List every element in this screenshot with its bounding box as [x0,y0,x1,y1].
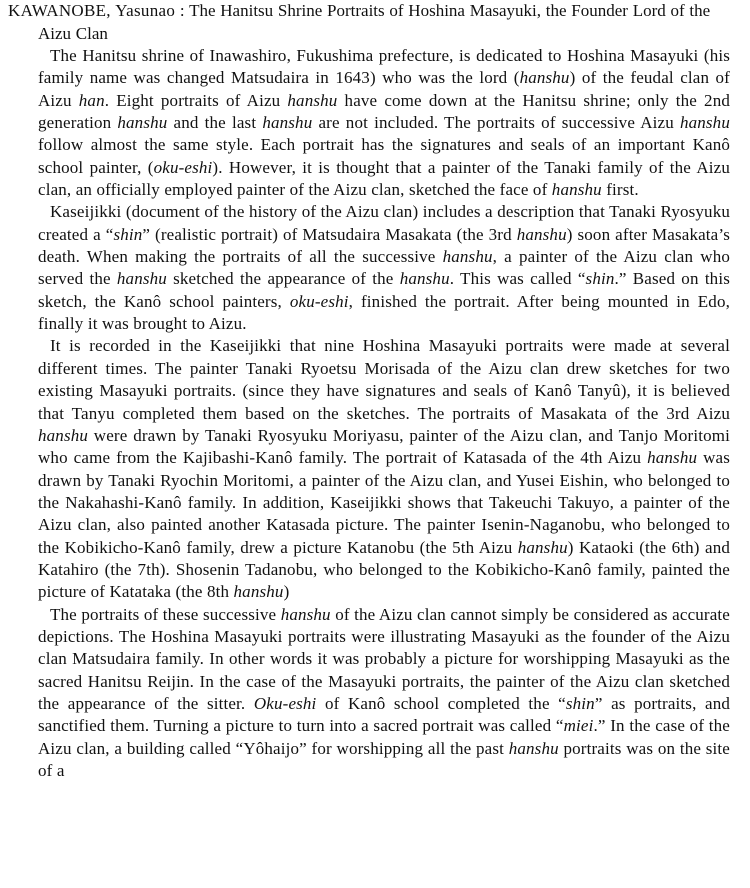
article-heading [8,0,730,45]
text-run: sketched the appearance of the [166,269,400,289]
text-run: ) of the feudal clan of Aizu [38,68,730,110]
italic-term: hanshu [516,224,567,244]
italic-term: hanshu [399,269,450,289]
text-run: was drawn by Tanaki Ryochin Moritomi, a painter of the Aizu clan, and Yusei Eishin, who belonged to the Nakahashi-Kanô family. In addition, Kaseijikki shows that Takeuchi Takuyo, a painter of the Aizu clan, also painted another Katasada picture. The painter Isenin-Naganobu, who belonged to the Kobikicho-Kanô family, drew a picture Katanobu (the 5th Aizu [38,448,730,557]
italic-term: han [78,90,105,110]
text-run: portraits was on the site of a [38,738,730,780]
text-run: Kaseijikki (document of the history of the Aizu clan) includes a description that Tanaki Ryosyuku created a “ [38,202,730,244]
italic-term: hanshu [116,269,167,289]
text-run: of the Aizu clan cannot simply be considered as accurate depictions. The Hoshina Masayuki portraits were illustrating Masayuki as the founder of the Aizu clan Matsudaira family. In other words it was probably a picture for worshipping Masayuki as the sacred Hanitsu Reijin. In the case of the Masayuki portraits, the painter of the Aizu clan sketched the appearance of the sitter. [38,604,730,713]
text-run: ) [283,582,290,602]
italic-term: hanshu [442,247,493,267]
italic-term: oku-eshi [153,157,213,177]
body-paragraph [38,201,730,335]
italic-term: hanshu [117,113,168,133]
italic-term: shin [113,224,143,244]
text-run: ) soon after Masakata’s death. When making the portraits of all the successive [38,224,731,267]
heading-separator: : [175,1,190,20]
italic-term: Oku-eshi [253,693,317,713]
text-run: It is recorded in the Kaseijikki that nine Hoshina Masayuki portraits were made at several different times. The painter Tanaki Ryoetsu Morisada of the Aizu clan drew sketches for two existing Masayuki portraits. (since they have signatures and seals of Kanô Tanyû), it is believed that Tanyu completed them based on the sketches. The portraits of Masakata of the 3rd Aizu [38,336,730,423]
italic-term: oku-eshi [289,291,349,311]
text-run: of Kanô school completed the “ [316,693,566,713]
text-run: , a painter of the Aizu clan who served the [38,247,731,289]
text-run: have come down at the Hanitsu shrine; only the 2nd generation [38,90,731,133]
italic-term: hanshu [233,582,284,602]
text-run: were drawn by Tanaki Ryosyuku Moriyasu, painter of the Aizu clan, and Tanjo Moritomi who came from the Kajibashi-Kanô family. The portrait of Katasada of the 4th Aizu [38,425,730,468]
text-run: .” In the case of the Aizu clan, a building called “Yôhaijo” for worshipping all the past [38,716,731,758]
body-paragraph [38,335,730,603]
text-run: ” as portraits, and sanctified them. Turning a picture to turn into a sacred portrait was called “ [38,693,731,736]
text-run: .” Based on this sketch, the Kanô school painters, [38,269,730,311]
body-paragraph [38,45,730,201]
italic-term: hanshu [38,425,89,445]
italic-term: hanshu [517,537,568,557]
italic-term: miei [563,716,594,736]
text-run: The Hanitsu shrine of Inawashiro, Fukushima prefecture, is dedicated to Hoshina Masayuki (his family name was changed Matsudaira in 1643) who was the lord ( [38,46,730,88]
text-run: follow almost the same style. Each portrait has the signatures and seals of an important Kanô school painter, ( [38,135,730,177]
italic-term: hanshu [262,113,313,133]
italic-term: hanshu [551,180,602,200]
italic-term: shin [585,269,615,289]
article-body [38,45,730,782]
text-run: , finished the portrait. After being mounted in Edo, finally it was brought to Aizu. [38,291,730,334]
text-run: ) Kataoki (the 6th) and Katahiro (the 7th). Shosenin Tadanobu, who belonged to the Kobikicho-Kanô family, painted the picture of Katataka (the 8th [38,537,730,602]
text-run: . This was called “ [449,269,586,289]
text-run: and the last [167,113,263,133]
author-name: KAWANOBE, Yasunao [8,1,176,20]
italic-term: hanshu [519,68,570,88]
italic-term: hanshu [647,448,698,468]
italic-term: hanshu [287,90,338,110]
article-title: The Hanitsu Shrine Portraits of Hoshina Masayuki, the Founder Lord of the Aizu Clan [38,1,711,43]
body-paragraph [38,604,730,783]
text-run: are not included. The portraits of successive Aizu [312,113,680,133]
italic-term: shin [565,693,595,713]
text-run: ” (realistic portrait) of Matsudaira Masakata (the 3rd [142,224,517,244]
italic-term: hanshu [679,113,730,133]
italic-term: hanshu [280,604,331,624]
italic-term: hanshu [508,738,559,758]
text-run: The portraits of these successive [50,604,281,624]
text-run: first. [601,180,639,200]
text-run: . Eight portraits of Aizu [104,90,288,110]
text-run: ). However, it is thought that a painter of the Tanaki family of the Aizu clan, an officially employed painter of the Aizu clan, sketched the face of [38,157,730,200]
